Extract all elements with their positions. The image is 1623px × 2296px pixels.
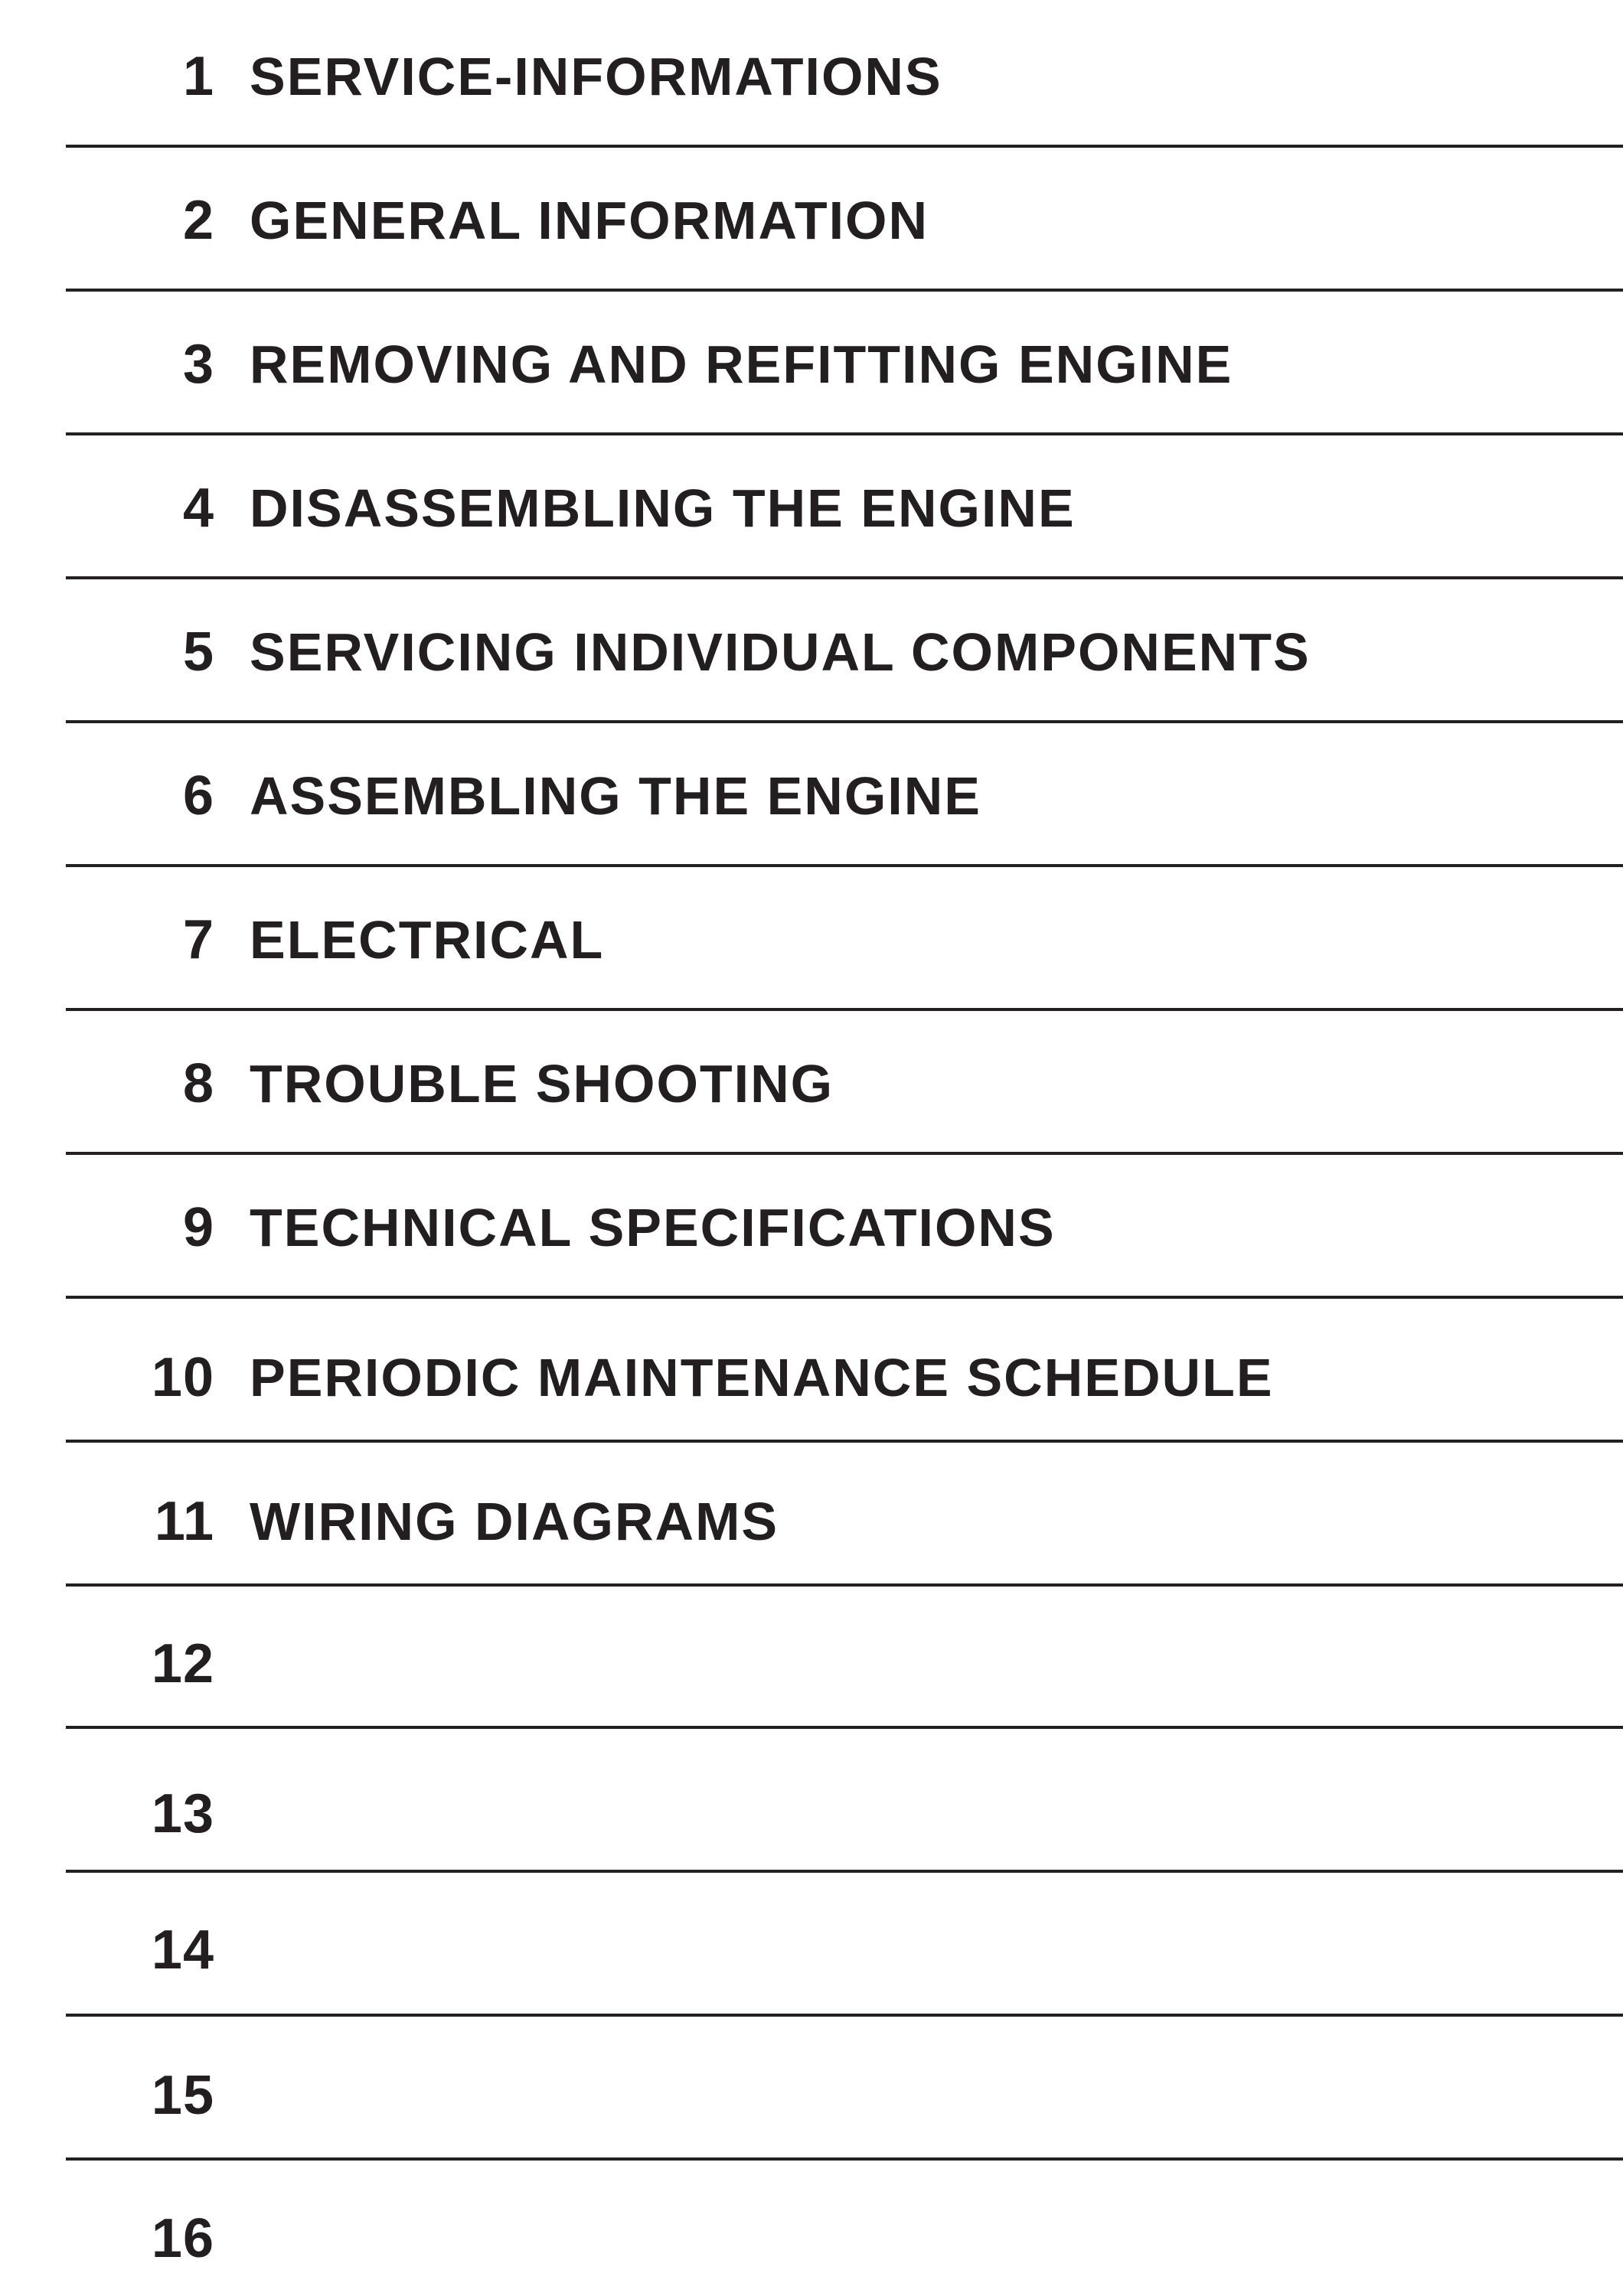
toc-entry-10[interactable] <box>0 1347 1623 1408</box>
section-title: DISASSEMBLING THE ENGINE <box>250 478 1076 538</box>
toc-entry-2[interactable] <box>0 190 1623 251</box>
toc-entry-14[interactable] <box>0 1919 1623 1981</box>
section-number: 11 <box>154 1491 214 1552</box>
section-title: GENERAL INFORMATION <box>250 191 929 250</box>
section-number: 8 <box>182 1053 214 1114</box>
section-number: 7 <box>182 909 214 970</box>
toc-entry-4[interactable] <box>0 478 1623 539</box>
toc-entry-9[interactable] <box>0 1197 1623 1258</box>
section-number: 12 <box>151 1633 214 1694</box>
toc-entry-16[interactable] <box>0 2208 1623 2269</box>
toc-entry-7[interactable] <box>0 909 1623 970</box>
divider <box>66 720 1623 723</box>
divider <box>66 1583 1623 1587</box>
section-number: 15 <box>151 2065 214 2126</box>
toc-entry-15[interactable] <box>0 2065 1623 2126</box>
section-number: 4 <box>182 478 214 539</box>
section-number: 2 <box>182 190 214 251</box>
toc-entry-13[interactable] <box>0 1783 1623 1844</box>
section-number: 6 <box>182 765 214 827</box>
divider <box>66 1726 1623 1729</box>
divider <box>66 576 1623 579</box>
section-title: WIRING DIAGRAMS <box>250 1492 779 1551</box>
section-title: TROUBLE SHOOTING <box>250 1054 834 1114</box>
section-number: 10 <box>151 1347 214 1408</box>
divider <box>66 864 1623 867</box>
section-title: SERVICING INDIVIDUAL COMPONENTS <box>250 622 1311 682</box>
section-title: ELECTRICAL <box>250 910 605 970</box>
section-number: 16 <box>151 2208 214 2269</box>
toc-entry-12[interactable] <box>0 1633 1623 1694</box>
toc-entry-11[interactable] <box>0 1491 1623 1552</box>
toc-entry-3[interactable] <box>0 334 1623 395</box>
section-number: 3 <box>182 334 214 395</box>
section-number: 13 <box>151 1783 214 1844</box>
section-title: ASSEMBLING THE ENGINE <box>250 766 981 826</box>
toc-entry-6[interactable] <box>0 765 1623 827</box>
section-title: SERVICE-INFORMATIONS <box>250 47 942 106</box>
divider <box>66 145 1623 148</box>
section-number: 14 <box>151 1919 214 1981</box>
toc-entry-5[interactable] <box>0 621 1623 683</box>
divider <box>66 1870 1623 1873</box>
section-number: 5 <box>182 621 214 683</box>
divider <box>66 432 1623 435</box>
divider <box>66 1152 1623 1155</box>
divider <box>66 2014 1623 2017</box>
divider <box>66 1008 1623 1011</box>
toc-entry-8[interactable] <box>0 1053 1623 1114</box>
section-number: 1 <box>182 46 214 107</box>
divider <box>66 289 1623 292</box>
section-title: PERIODIC MAINTENANCE SCHEDULE <box>250 1348 1274 1407</box>
divider <box>66 2157 1623 2161</box>
divider <box>66 1296 1623 1299</box>
section-number: 9 <box>182 1197 214 1258</box>
divider <box>66 1440 1623 1443</box>
toc-entry-1[interactable] <box>0 46 1623 107</box>
section-title: REMOVING AND REFITTING ENGINE <box>250 334 1233 394</box>
section-title: TECHNICAL SPECIFICATIONS <box>250 1198 1056 1257</box>
